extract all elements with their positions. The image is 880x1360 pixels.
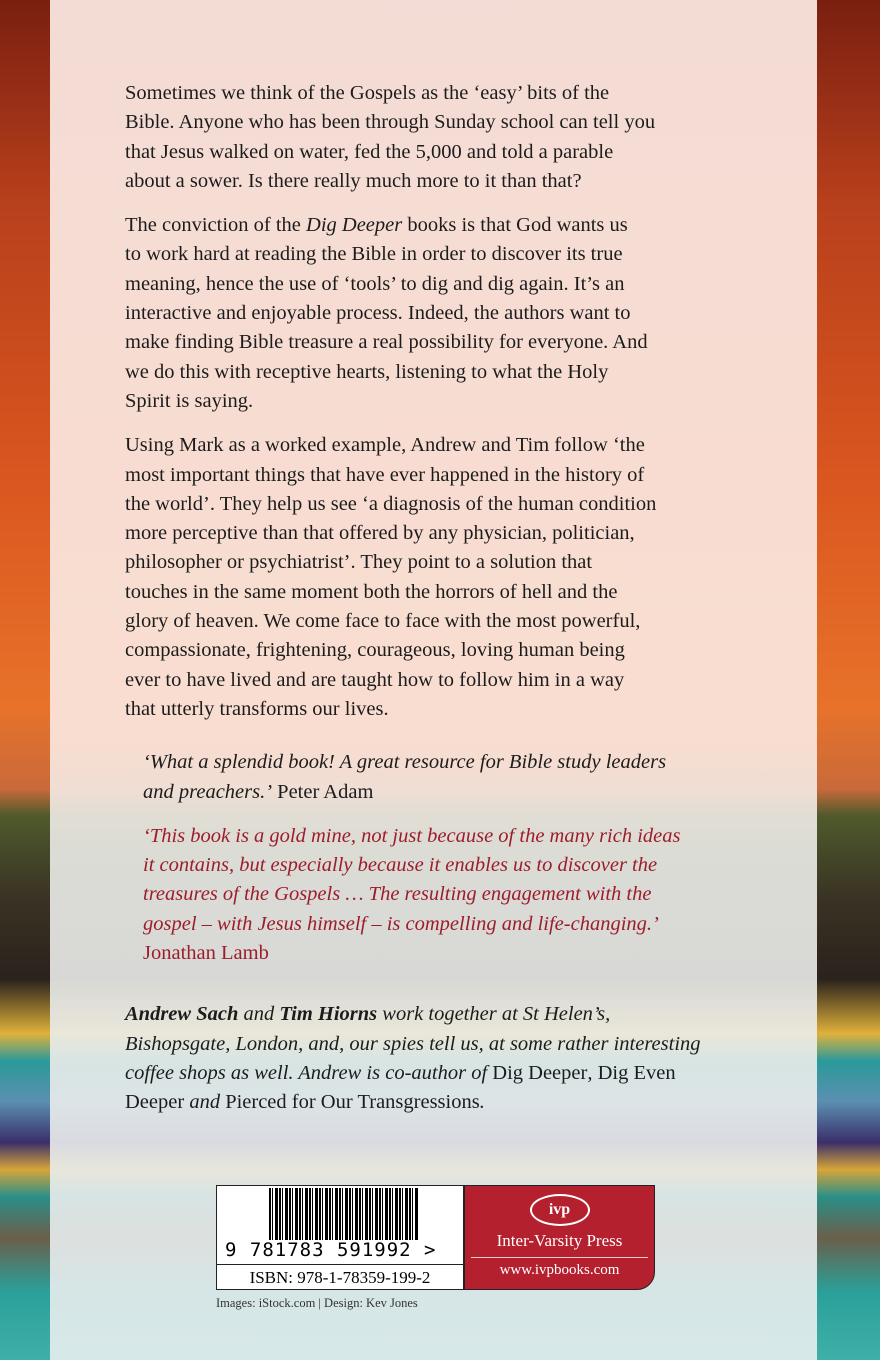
text-line: interactive and enjoyable process. Indeed, the authors want to — [125, 302, 631, 325]
text-span: Tim Hiorns — [279, 1003, 378, 1026]
quote-line: ‘What a splendid book! A great resource for Bible study leaders — [143, 751, 667, 774]
text-span: Pierced for Our Transgressions — [225, 1091, 480, 1114]
ivp-logo: ivp — [530, 1194, 590, 1226]
quote-author: Peter Adam — [272, 780, 374, 803]
text-line: ever to have lived and are taught how to follow him in a way — [125, 668, 625, 691]
text-line: that Jesus walked on water, fed the 5,000 and told a parable — [125, 140, 614, 163]
text-line: Using Mark as a worked example, Andrew and Tim follow ‘the — [125, 434, 645, 457]
barcode-box — [216, 1185, 464, 1290]
text-line: Bible. Anyone who has been through Sunday school can tell you — [125, 111, 656, 134]
text-line: most important things that have ever happened in the history of — [125, 463, 645, 486]
image-credits: Images: iStock.com | Design: Kev Jones — [216, 1296, 418, 1310]
text-span: Dig Even — [597, 1061, 676, 1084]
text-line: about a sower. Is there really much more to it than that? — [125, 169, 582, 192]
quote-line: gospel – with Jesus himself – is compelling and life-changing.’ — [143, 912, 659, 935]
text-line: glory of heaven. We come face to face with the most powerful, — [125, 610, 641, 633]
text-line: Bishopsgate, London, and, our spies tell us, at some rather interesting — [125, 1032, 701, 1055]
barcode-bars — [269, 1188, 419, 1240]
text-line: make finding Bible treasure a real possibility for everyone. And — [125, 331, 648, 354]
blurb-paragraph-1 — [125, 79, 785, 196]
quote-author: Jonathan Lamb — [143, 942, 269, 965]
text-line: touches in the same moment both the horrors of hell and the — [125, 580, 618, 603]
text-line: coffee shops as well. Andrew is co-author of Dig Deeper, Dig Even — [125, 1061, 676, 1084]
text-line: The conviction of the Dig Deeper books is that God wants us — [125, 214, 628, 237]
blurb-paragraph-2 — [125, 211, 785, 416]
text-span: Deeper — [125, 1091, 185, 1114]
text-line: to work hard at reading the Bible in order to discover its true — [125, 243, 623, 266]
text-line: the world’. They help us see ‘a diagnosis of the human condition — [125, 492, 657, 515]
publisher-url: www.ivpbooks.com — [471, 1257, 648, 1279]
endorsement-quote-1 — [143, 748, 785, 807]
text-line: Sometimes we think of the Gospels as the ‘easy’ bits of the — [125, 82, 610, 104]
text-line: compassionate, frightening, courageous, loving human being — [125, 639, 625, 662]
barcode-number: 9 781783 591992 > — [225, 1239, 437, 1261]
text-span: Dig Deeper — [492, 1061, 588, 1084]
text-line: we do this with receptive hearts, listening to what the Holy — [125, 360, 609, 383]
isbn-label: ISBN: 978-1-78359-199-2 — [217, 1264, 463, 1290]
quote-line: and preachers.’ Peter Adam — [143, 780, 374, 803]
quote-line: treasures of the Gospels … The resulting engagement with the — [143, 883, 652, 906]
publisher-name: Inter-Varsity Press — [496, 1231, 623, 1250]
text-line: more perceptive than that offered by any physician, politician, — [125, 522, 635, 545]
text-line: philosopher or psychiatrist’. They point to a solution that — [125, 551, 593, 574]
text-span: Dig Deeper — [306, 214, 403, 237]
quote-line: ‘This book is a gold mine, not just because of the many rich ideas — [143, 824, 681, 847]
publisher-box — [464, 1185, 655, 1290]
text-line: Spirit is saying. — [125, 389, 254, 412]
quote-line: it contains, but especially because it enables us to discover the — [143, 854, 658, 877]
blurb-paragraph-3 — [125, 431, 785, 724]
text-span: Andrew Sach — [125, 1003, 239, 1026]
text-line: meaning, hence the use of ‘tools’ to dig and dig again. It’s an — [125, 272, 625, 295]
text-line: Andrew Sach and Tim Hiorns work together at St Helen’s, — [125, 1003, 611, 1026]
back-cover-text — [125, 79, 785, 1133]
text-line: that utterly transforms our lives. — [125, 697, 389, 720]
author-bio — [125, 1000, 785, 1117]
text-line: Deeper and Pierced for Our Transgressions. — [125, 1091, 485, 1114]
endorsement-quote-2 — [143, 822, 785, 968]
